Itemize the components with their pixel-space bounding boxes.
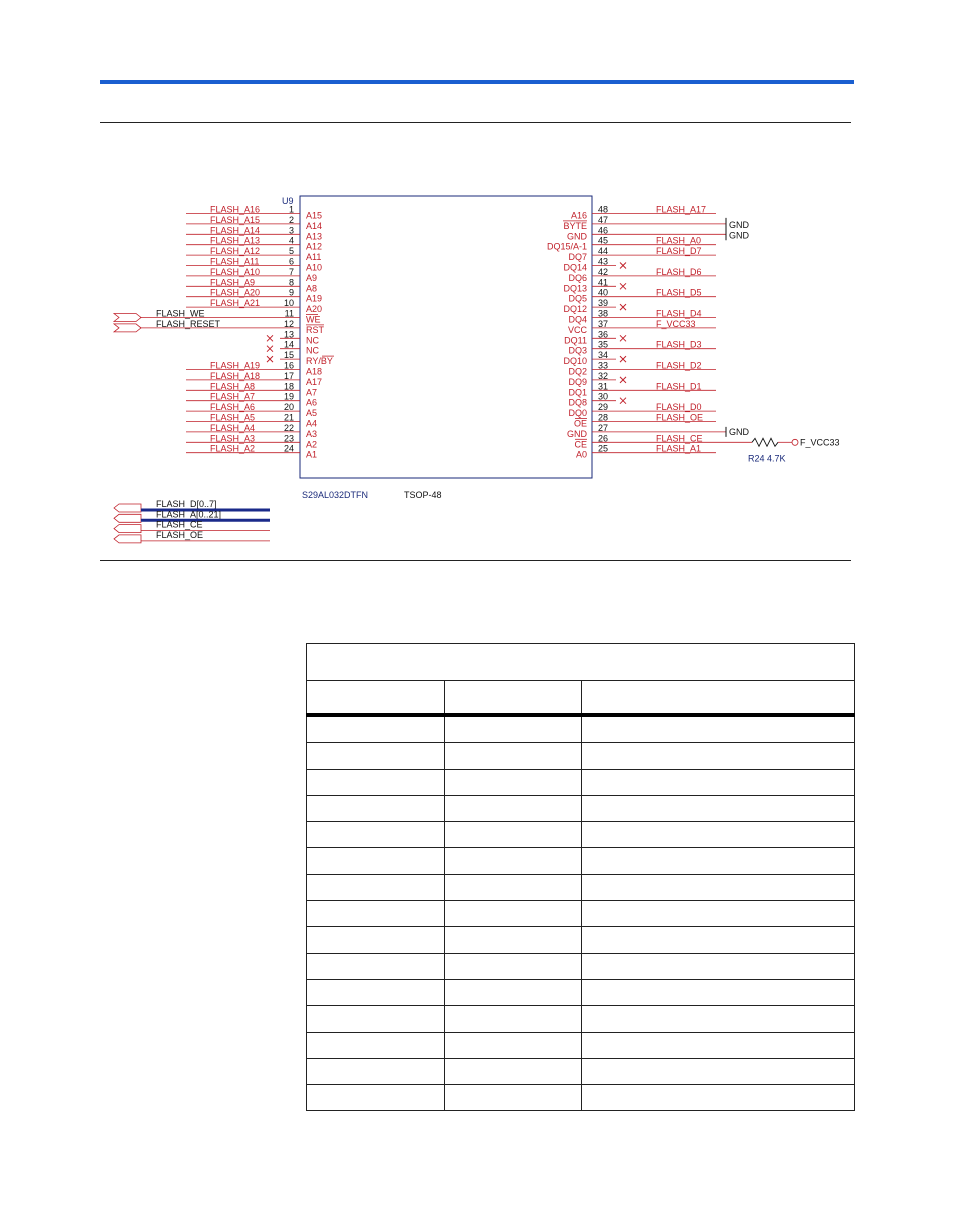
table-cell bbox=[445, 1006, 582, 1032]
pin-number: 2 bbox=[288, 214, 294, 225]
gnd-label: GND bbox=[729, 426, 749, 437]
pin-number: 1 bbox=[288, 204, 294, 215]
table-cell bbox=[582, 1085, 855, 1111]
net-label: FLASH_A10 bbox=[210, 266, 261, 277]
net-label: FLASH_WE bbox=[156, 308, 205, 319]
table-cell bbox=[445, 1032, 582, 1058]
pin-number: 10 bbox=[283, 298, 294, 309]
table-row bbox=[307, 743, 855, 769]
table-cell bbox=[445, 874, 582, 900]
net-label: F_VCC33 bbox=[656, 318, 696, 329]
pin-name: A9 bbox=[306, 272, 318, 283]
right-pin bbox=[574, 413, 716, 429]
table-row bbox=[307, 795, 855, 821]
pin-name: A11 bbox=[306, 252, 322, 263]
chip-package: TSOP-48 bbox=[404, 490, 442, 500]
table-row bbox=[307, 901, 855, 927]
net-label: FLASH_D4 bbox=[656, 308, 702, 319]
right-pin bbox=[568, 246, 716, 262]
net-label: FLASH_A13 bbox=[210, 235, 261, 246]
table-row bbox=[307, 1032, 855, 1058]
pin-name: A3 bbox=[306, 428, 318, 439]
pin-name: DQ4 bbox=[568, 314, 587, 325]
pin-number: 25 bbox=[598, 443, 609, 454]
table-title-row bbox=[307, 644, 855, 681]
table-cell bbox=[582, 848, 855, 874]
table-cell bbox=[307, 1032, 445, 1058]
table-cell bbox=[307, 743, 445, 769]
pin-name: A2 bbox=[306, 439, 318, 450]
net-label: FLASH_OE bbox=[656, 412, 704, 423]
net-label: FLASH_D5 bbox=[656, 287, 702, 298]
net-label: FLASH_A0 bbox=[656, 235, 702, 246]
table-row bbox=[307, 769, 855, 795]
gnd-label: GND bbox=[729, 219, 749, 230]
pin-number: 22 bbox=[283, 422, 294, 433]
table-cell bbox=[582, 927, 855, 953]
bus-label: FLASH_CE bbox=[156, 519, 203, 530]
no-connect-icon bbox=[620, 304, 626, 310]
pin-number: 18 bbox=[283, 381, 294, 392]
table-cell bbox=[307, 874, 445, 900]
pin-name: DQ7 bbox=[568, 252, 587, 263]
table-cell bbox=[445, 927, 582, 953]
pin-number: 24 bbox=[283, 443, 294, 454]
table-row bbox=[307, 1085, 855, 1111]
pin-number: 33 bbox=[598, 360, 609, 371]
pin-name: WE bbox=[306, 314, 321, 325]
net-label: FLASH_A16 bbox=[210, 204, 261, 215]
table-row bbox=[307, 822, 855, 848]
table-cell bbox=[582, 822, 855, 848]
table-cell bbox=[582, 953, 855, 979]
pin-number: 42 bbox=[598, 266, 609, 277]
header-rule bbox=[100, 80, 854, 84]
pin-number: 31 bbox=[598, 381, 609, 392]
gnd-label: GND bbox=[729, 230, 749, 241]
table-cell bbox=[307, 795, 445, 821]
pin-name: DQ12 bbox=[563, 304, 587, 315]
pin-number: 29 bbox=[598, 402, 609, 413]
net-label: FLASH_D3 bbox=[656, 339, 702, 350]
port-arrow-icon bbox=[114, 514, 141, 522]
table-cell bbox=[582, 769, 855, 795]
right-pin bbox=[567, 225, 726, 241]
net-label: FLASH_A8 bbox=[210, 381, 256, 392]
pin-name: A6 bbox=[306, 397, 318, 408]
table-cell bbox=[582, 795, 855, 821]
table-header-cell bbox=[445, 681, 582, 716]
left-pin bbox=[186, 298, 322, 314]
right-pin bbox=[568, 361, 716, 377]
pin-number: 13 bbox=[283, 329, 294, 340]
pin-number: 46 bbox=[598, 225, 609, 236]
right-pin bbox=[568, 381, 716, 397]
table-cell bbox=[582, 874, 855, 900]
table-row bbox=[307, 1006, 855, 1032]
table-row bbox=[307, 953, 855, 979]
no-connect-icon bbox=[620, 283, 626, 289]
table-cell bbox=[307, 1058, 445, 1084]
pin-number: 37 bbox=[598, 318, 609, 329]
no-connect-icon bbox=[620, 356, 626, 362]
pin-number: 35 bbox=[598, 339, 609, 350]
pin-number: 27 bbox=[598, 422, 609, 433]
net-label: FLASH_A9 bbox=[210, 277, 256, 288]
pin-number: 3 bbox=[288, 225, 294, 236]
no-connect-icon bbox=[267, 356, 273, 362]
pin-name: A8 bbox=[306, 283, 318, 294]
pin-number: 32 bbox=[598, 370, 609, 381]
net-label: FLASH_A4 bbox=[210, 422, 256, 433]
table-cell bbox=[445, 743, 582, 769]
pin-name: DQ15/A-1 bbox=[546, 241, 587, 252]
net-label: FLASH_A17 bbox=[656, 204, 707, 215]
no-connect-icon bbox=[267, 335, 273, 341]
pin-number: 15 bbox=[283, 350, 294, 361]
port-arrow-icon bbox=[114, 504, 141, 512]
table-cell bbox=[582, 1006, 855, 1032]
net-label: FLASH_A18 bbox=[210, 370, 261, 381]
table-cell bbox=[307, 848, 445, 874]
pin-name: A0 bbox=[575, 449, 587, 460]
table-cell bbox=[307, 769, 445, 795]
chip-body bbox=[300, 196, 592, 478]
net-label: FLASH_A15 bbox=[210, 214, 261, 225]
port-arrow-icon bbox=[114, 535, 141, 543]
table-cell bbox=[307, 1006, 445, 1032]
table-cell bbox=[445, 795, 582, 821]
pin-number: 19 bbox=[283, 391, 294, 402]
bus-port bbox=[114, 530, 270, 543]
pin-name: A15 bbox=[306, 210, 323, 221]
pin-number: 30 bbox=[598, 391, 609, 402]
net-label: FLASH_A7 bbox=[210, 391, 256, 402]
pin-number: 43 bbox=[598, 256, 609, 267]
pullup-resistor bbox=[716, 437, 840, 463]
port-arrow-icon bbox=[114, 324, 141, 332]
resistor-icon bbox=[752, 438, 778, 446]
right-pin bbox=[568, 340, 716, 356]
right-pin bbox=[568, 288, 716, 304]
pin-name: DQ2 bbox=[568, 366, 587, 377]
bus-label: FLASH_D[0..7] bbox=[156, 499, 217, 509]
table-cell bbox=[445, 953, 582, 979]
pin-number: 17 bbox=[283, 370, 294, 381]
pin-number: 26 bbox=[598, 433, 609, 444]
table-cell bbox=[582, 743, 855, 769]
net-label: FLASH_D2 bbox=[656, 360, 702, 371]
left-pin bbox=[186, 444, 317, 460]
pin-name: CE bbox=[574, 439, 587, 450]
resistor-ref: R24 bbox=[748, 453, 765, 464]
table-cell bbox=[445, 1058, 582, 1084]
table-cell bbox=[307, 927, 445, 953]
pin-number: 5 bbox=[288, 246, 294, 257]
table-row bbox=[307, 715, 855, 743]
figure-bottom-rule bbox=[100, 560, 851, 561]
pin-number: 16 bbox=[283, 360, 294, 371]
table-cell bbox=[582, 901, 855, 927]
pin-name: A7 bbox=[306, 387, 318, 398]
pin-name: A5 bbox=[306, 408, 318, 419]
pin-name: DQ9 bbox=[568, 376, 587, 387]
net-label: FLASH_A6 bbox=[210, 402, 256, 413]
table-cell bbox=[445, 979, 582, 1005]
gnd-symbol bbox=[726, 427, 750, 437]
port-arrow-icon bbox=[114, 525, 141, 533]
table-cell bbox=[307, 953, 445, 979]
table-cell bbox=[445, 848, 582, 874]
no-connect-icon bbox=[620, 263, 626, 269]
pin-name: GND bbox=[567, 231, 587, 242]
pin-name: A1 bbox=[306, 449, 318, 460]
table-cell bbox=[307, 979, 445, 1005]
pin-number: 9 bbox=[288, 287, 294, 298]
pin-name: DQ8 bbox=[568, 397, 587, 408]
pin-name: A19 bbox=[306, 293, 323, 304]
pin-number: 23 bbox=[283, 433, 294, 444]
bus-label: FLASH_OE bbox=[156, 529, 204, 540]
table-row bbox=[307, 1058, 855, 1084]
table-row bbox=[307, 979, 855, 1005]
net-label: FLASH_D6 bbox=[656, 266, 702, 277]
net-label: FLASH_D7 bbox=[656, 246, 702, 257]
flash-schematic bbox=[0, 185, 954, 560]
pin-name: A13 bbox=[306, 231, 323, 242]
pin-name: NC bbox=[306, 345, 319, 356]
no-connect-icon bbox=[620, 335, 626, 341]
pin-name: A18 bbox=[306, 366, 323, 377]
pin-name: A16 bbox=[570, 210, 587, 221]
pin-table bbox=[306, 643, 855, 1111]
pin-name: A4 bbox=[306, 418, 318, 429]
right-pin bbox=[571, 205, 716, 221]
bus-label: FLASH_A[0..21] bbox=[156, 509, 222, 520]
pin-number: 38 bbox=[598, 308, 609, 319]
table-header-cell bbox=[582, 681, 855, 716]
pin-name: DQ6 bbox=[568, 272, 587, 283]
pin-number: 48 bbox=[598, 204, 609, 215]
net-label: FLASH_A11 bbox=[210, 256, 260, 267]
net-label: FLASH_A3 bbox=[210, 433, 256, 444]
gnd-symbol bbox=[726, 218, 750, 240]
table-header-cell bbox=[307, 681, 445, 716]
table-cell bbox=[307, 901, 445, 927]
pin-number: 45 bbox=[598, 235, 609, 246]
pin-number: 6 bbox=[288, 256, 294, 267]
pin-number: 14 bbox=[283, 339, 294, 350]
pin-number: 39 bbox=[598, 298, 609, 309]
pin-number: 44 bbox=[598, 246, 609, 257]
pin-number: 7 bbox=[288, 266, 294, 277]
port-arrow-icon bbox=[114, 314, 141, 322]
table-cell bbox=[445, 901, 582, 927]
table-cell bbox=[445, 715, 582, 743]
pin-name: DQ10 bbox=[563, 356, 587, 367]
pin-name: DQ14 bbox=[563, 262, 587, 273]
pin-number: 41 bbox=[598, 277, 609, 288]
net-label: FLASH_A5 bbox=[210, 412, 256, 423]
pin-name: A20 bbox=[306, 304, 323, 315]
pin-number: 47 bbox=[598, 214, 609, 225]
no-connect-icon bbox=[620, 398, 626, 404]
pin-number: 36 bbox=[598, 329, 609, 340]
right-pin bbox=[568, 319, 716, 335]
pin-name: DQ5 bbox=[568, 293, 587, 304]
net-label: FLASH_A14 bbox=[210, 225, 261, 236]
table-cell bbox=[582, 1032, 855, 1058]
net-label: FLASH_A19 bbox=[210, 360, 261, 371]
net-label: FLASH_A20 bbox=[210, 287, 261, 298]
pin-name: A14 bbox=[306, 220, 323, 231]
net-label: FLASH_A21 bbox=[210, 298, 261, 309]
pin-name: RY/BY bbox=[306, 356, 333, 367]
figure-top-rule bbox=[100, 122, 851, 123]
net-label: FLASH_A2 bbox=[210, 443, 256, 454]
pin-number: 40 bbox=[598, 287, 609, 298]
pin-number: 11 bbox=[284, 308, 294, 319]
net-label: FLASH_D0 bbox=[656, 402, 702, 413]
table-cell bbox=[582, 715, 855, 743]
chip-ref: U9 bbox=[282, 196, 294, 206]
pin-number: 8 bbox=[288, 277, 294, 288]
table-cell bbox=[445, 1085, 582, 1111]
net-label: FLASH_RESET bbox=[156, 318, 221, 329]
pin-name: DQ0 bbox=[568, 408, 587, 419]
pin-number: 34 bbox=[598, 350, 609, 361]
pin-name: VCC bbox=[567, 324, 587, 335]
table-cell bbox=[445, 769, 582, 795]
pin-number: 20 bbox=[283, 402, 294, 413]
pin-name: NC bbox=[306, 335, 319, 346]
chip-part-number: S29AL032DTFN bbox=[302, 490, 369, 500]
right-pin bbox=[563, 215, 726, 231]
no-connect-icon bbox=[620, 377, 626, 383]
net-label: FLASH_A12 bbox=[210, 246, 261, 257]
resistor-value: 4.7K bbox=[767, 453, 786, 464]
pin-name: RST bbox=[306, 324, 324, 335]
pin-number: 28 bbox=[598, 412, 609, 423]
table-cell bbox=[307, 715, 445, 743]
pin-name: DQ3 bbox=[568, 345, 587, 356]
net-label: FLASH_D1 bbox=[656, 381, 702, 392]
net-label: FLASH_A1 bbox=[656, 443, 702, 454]
pin-name: GND bbox=[567, 428, 587, 439]
pin-name: DQ13 bbox=[563, 283, 587, 294]
power-net-label: F_VCC33 bbox=[800, 437, 840, 448]
no-connect-icon bbox=[267, 346, 273, 352]
pin-name: DQ11 bbox=[564, 335, 587, 346]
right-pin bbox=[576, 444, 716, 460]
table-row bbox=[307, 874, 855, 900]
pin-name: DQ1 bbox=[568, 387, 587, 398]
power-terminal-icon bbox=[792, 439, 798, 445]
table-cell bbox=[307, 822, 445, 848]
table-row bbox=[307, 927, 855, 953]
pin-name: A17 bbox=[306, 376, 323, 387]
pin-name: A10 bbox=[306, 262, 323, 273]
table-cell bbox=[582, 979, 855, 1005]
pin-name: OE bbox=[573, 418, 587, 429]
pin-number: 12 bbox=[283, 318, 294, 329]
pin-name: A12 bbox=[306, 241, 323, 252]
right-pin bbox=[568, 267, 716, 283]
table-cell bbox=[307, 1085, 445, 1111]
table-cell bbox=[445, 822, 582, 848]
pin-name: BYTE bbox=[563, 220, 587, 231]
table-cell bbox=[582, 1058, 855, 1084]
pin-number: 4 bbox=[288, 235, 294, 246]
table-row bbox=[307, 848, 855, 874]
net-label: FLASH_CE bbox=[656, 433, 703, 444]
pin-number: 21 bbox=[283, 412, 294, 423]
